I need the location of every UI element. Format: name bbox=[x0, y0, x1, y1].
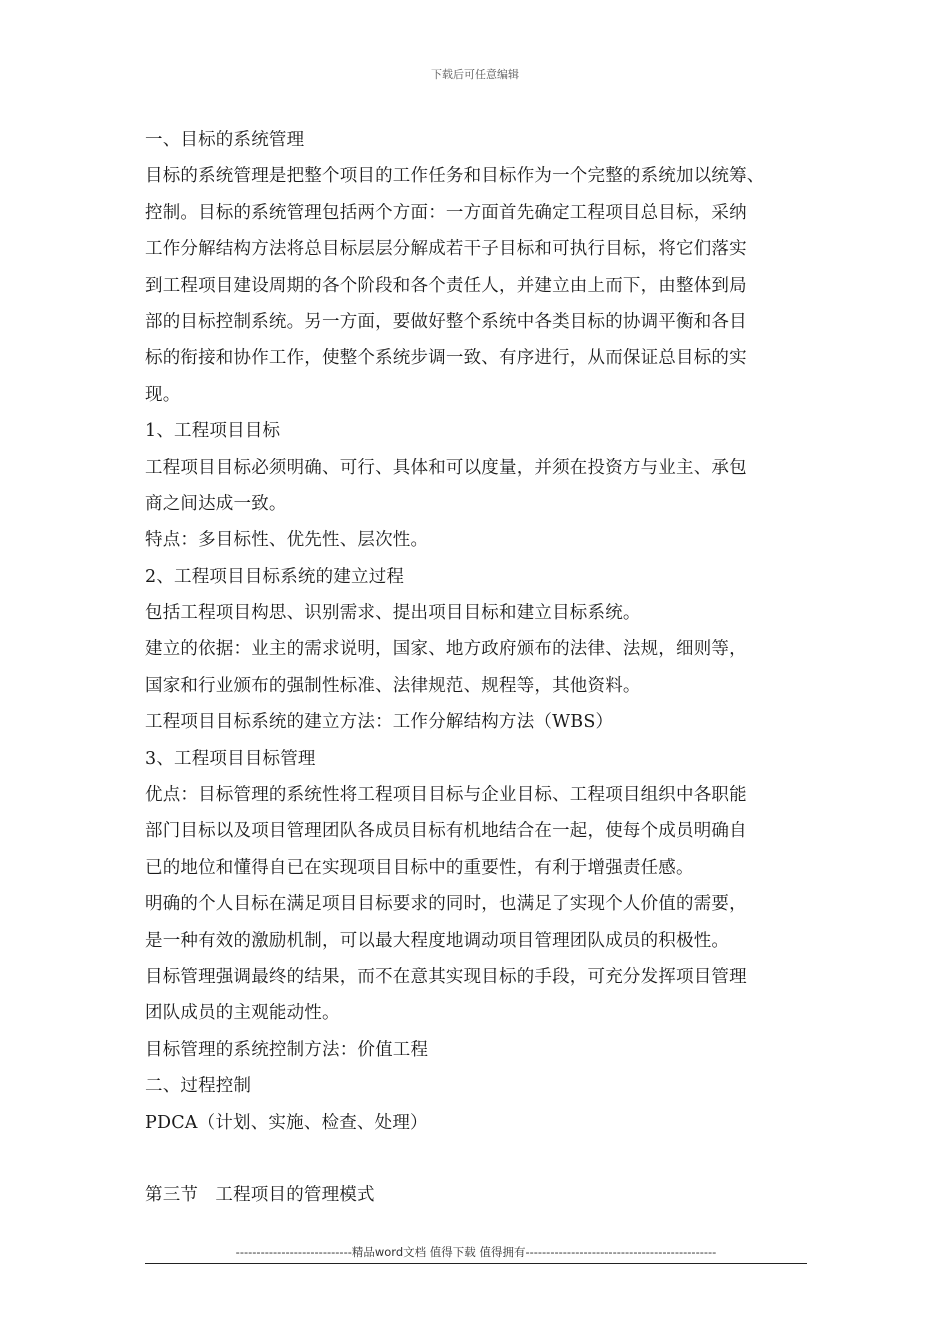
footer-divider bbox=[145, 1263, 807, 1264]
section-heading-1: 一、目标的系统管理 bbox=[145, 130, 305, 150]
paragraph-line: 特点：多目标性、优先性、层次性。 bbox=[145, 530, 429, 551]
subheading-goal-system: 2、工程项目目标系统的建立过程 bbox=[145, 566, 405, 587]
paragraph-line: 控制。目标的系统管理包括两个方面：一方面首先确定工程项目总目标，采纳 bbox=[145, 202, 747, 223]
paragraph-line: 标的衔接和协作工作，使整个系统步调一致、有序进行，从而保证总目标的实 bbox=[145, 348, 747, 369]
paragraph-line: 已的地位和懂得自已在实现项目目标中的重要性，有利于增强责任感。 bbox=[145, 857, 694, 878]
subheading-goal-management: 3、工程项目目标管理 bbox=[145, 748, 316, 769]
footer-text: ----------------------------精品word文档 值得下载 值得拥有---------------------------------------------- bbox=[235, 1245, 717, 1259]
blank-line bbox=[145, 1141, 810, 1177]
paragraph-line: 建立的依据：业主的需求说明，国家、地方政府颁布的法律、法规，细则等， bbox=[145, 639, 747, 660]
paragraph-line: PDCA（计划、实施、检查、处理） bbox=[145, 1112, 428, 1133]
paragraph-line: 包括工程项目构思、识别需求、提出项目目标和建立目标系统。 bbox=[145, 603, 641, 624]
paragraph-line: 是一种有效的激励机制，可以最大程度地调动项目管理团队成员的积极性。 bbox=[145, 930, 730, 951]
paragraph-line: 到工程项目建设周期的各个阶段和各个责任人，并建立由上而下，由整体到局 bbox=[145, 275, 747, 296]
paragraph-line: 目标的系统管理是把整个项目的工作任务和目标作为一个完整的系统加以统筹、 bbox=[145, 166, 765, 187]
paragraph-line: 商之间达成一致。 bbox=[145, 493, 287, 514]
document-body bbox=[145, 122, 810, 1214]
subheading-project-goals: 1、工程项目目标 bbox=[145, 421, 281, 442]
paragraph-line: 优点：目标管理的系统性将工程项目目标与企业目标、工程项目组织中各职能 bbox=[145, 785, 747, 806]
paragraph-line: 国家和行业颁布的强制性标准、法律规范、规程等，其他资料。 bbox=[145, 675, 641, 696]
paragraph-line: 部的目标控制系统。另一方面，要做好整个系统中各类目标的协调平衡和各目 bbox=[145, 311, 747, 332]
chapter-section-heading: 第三节 工程项目的管理模式 bbox=[145, 1185, 375, 1206]
paragraph-line: 目标管理的系统控制方法：价值工程 bbox=[145, 1039, 429, 1060]
page-footer bbox=[145, 1244, 807, 1264]
section-heading-2: 二、过程控制 bbox=[145, 1076, 252, 1097]
paragraph-line: 明确的个人目标在满足项目目标要求的同时，也满足了实现个人价值的需要， bbox=[145, 894, 747, 915]
paragraph-line: 现。 bbox=[145, 384, 181, 405]
paragraph-line: 工作分解结构方法将总目标层层分解成若干子目标和可执行目标，将它们落实 bbox=[145, 239, 747, 260]
paragraph-line: 目标管理强调最终的结果，而不在意其实现目标的手段，可充分发挥项目管理 bbox=[145, 966, 747, 987]
page-header: 下载后可任意编辑 bbox=[431, 68, 519, 81]
paragraph-line: 部门目标以及项目管理团队各成员目标有机地结合在一起，使每个成员明确自 bbox=[145, 821, 747, 842]
paragraph-line: 工程项目目标必须明确、可行、具体和可以度量，并须在投资方与业主、承包 bbox=[145, 457, 747, 478]
paragraph-line: 团队成员的主观能动性。 bbox=[145, 1003, 340, 1024]
paragraph-line: 工程项目目标系统的建立方法：工作分解结构方法（WBS） bbox=[145, 712, 614, 733]
